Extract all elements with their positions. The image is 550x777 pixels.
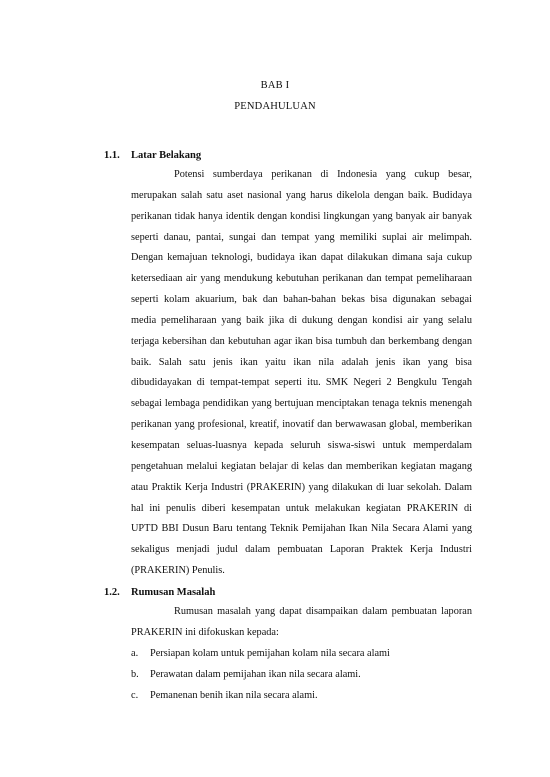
section-title: Latar Belakang <box>131 150 202 161</box>
list-item <box>131 644 472 665</box>
problem-list <box>131 644 472 707</box>
list-text: Pemanenan benih ikan nila secara alami. <box>150 689 318 701</box>
list-marker: c. <box>131 689 139 701</box>
list-text: Perawatan dalam pemijahan ikan nila secara alami. <box>150 668 361 680</box>
list-text: Persiapan kolam untuk pemijahan kolam nila secara alami <box>150 648 390 659</box>
list-marker: b. <box>131 668 139 680</box>
list-item <box>131 665 472 686</box>
section-title: Rumusan Masalah <box>131 587 216 598</box>
chapter-label: BAB I <box>260 80 290 91</box>
section-number: 1.2. <box>104 587 120 598</box>
list-marker: a. <box>131 648 139 659</box>
section-paragraph-latar-belakang: Potensi sumberdaya perikanan di Indonesia yang cukup besar, merupakan salah satu aset nasional yang harus dikelola dengan baik. Budidaya perikanan tidak hanya identik dengan kondisi lingkungan yang banyak air banyak seperti danau, pantai, sungai dan tempat yang memiliki suplai air melimpah. Dengan kemajuan teknologi, budidaya ikan dapat dilakukan dimana saja cukup ketersediaan air yang mendukung kebutuhan perikanan dan tempat pemeliharaan seperti kolam akuarium, bak dan bahan-bahan bekas bisa digunakan sebagai media pemeliharaan yang baik jika di dukung dengan kondisi air yang selalu terjaga kebersihan dan kebutuhan agar ikan bisa tumbuh dan berkembang dengan baik. Salah satu jenis ikan yaitu ikan nila adalah jenis ikan yang bisa dibudidayakan di tempat-tempat seperti itu. SMK Negeri 2 Bengkulu Tengah sebagai lembaga pendidikan yang bertujuan menciptakan tenaga teknis menengah perikanan yang profesional, kreatif, inovatif dan berwawasan global, memberikan kesempatan seluas-luasnya kepada seluruh siswa-siswi untuk memperdalam pengetahuan melalui kegiatan belajar di kelas dan memberikan kegiatan magang atau Praktik Kerja Industri (PRAKERIN) yang dilakukan di luar sekolah. Dalam hal ini penulis diberi kesempatan untuk melakukan kegiatan PRAKERIN di UPTD BBI Dusun Baru tentang Teknik Pemijahan Ikan Nila Secara Alami yang sekaligus menjadi judul dalam pembuatan Laporan Praktek Kerja Industri (PRAKERIN) Penulis. <box>131 169 472 577</box>
section-paragraph-rumusan-masalah: Rumusan masalah yang dapat disampaikan dalam pembuatan laporan PRAKERIN ini difokuskan kepada: <box>131 606 472 638</box>
chapter-title: PENDAHULUAN <box>234 101 316 112</box>
list-item <box>131 686 472 707</box>
section-number: 1.1. <box>104 150 120 161</box>
